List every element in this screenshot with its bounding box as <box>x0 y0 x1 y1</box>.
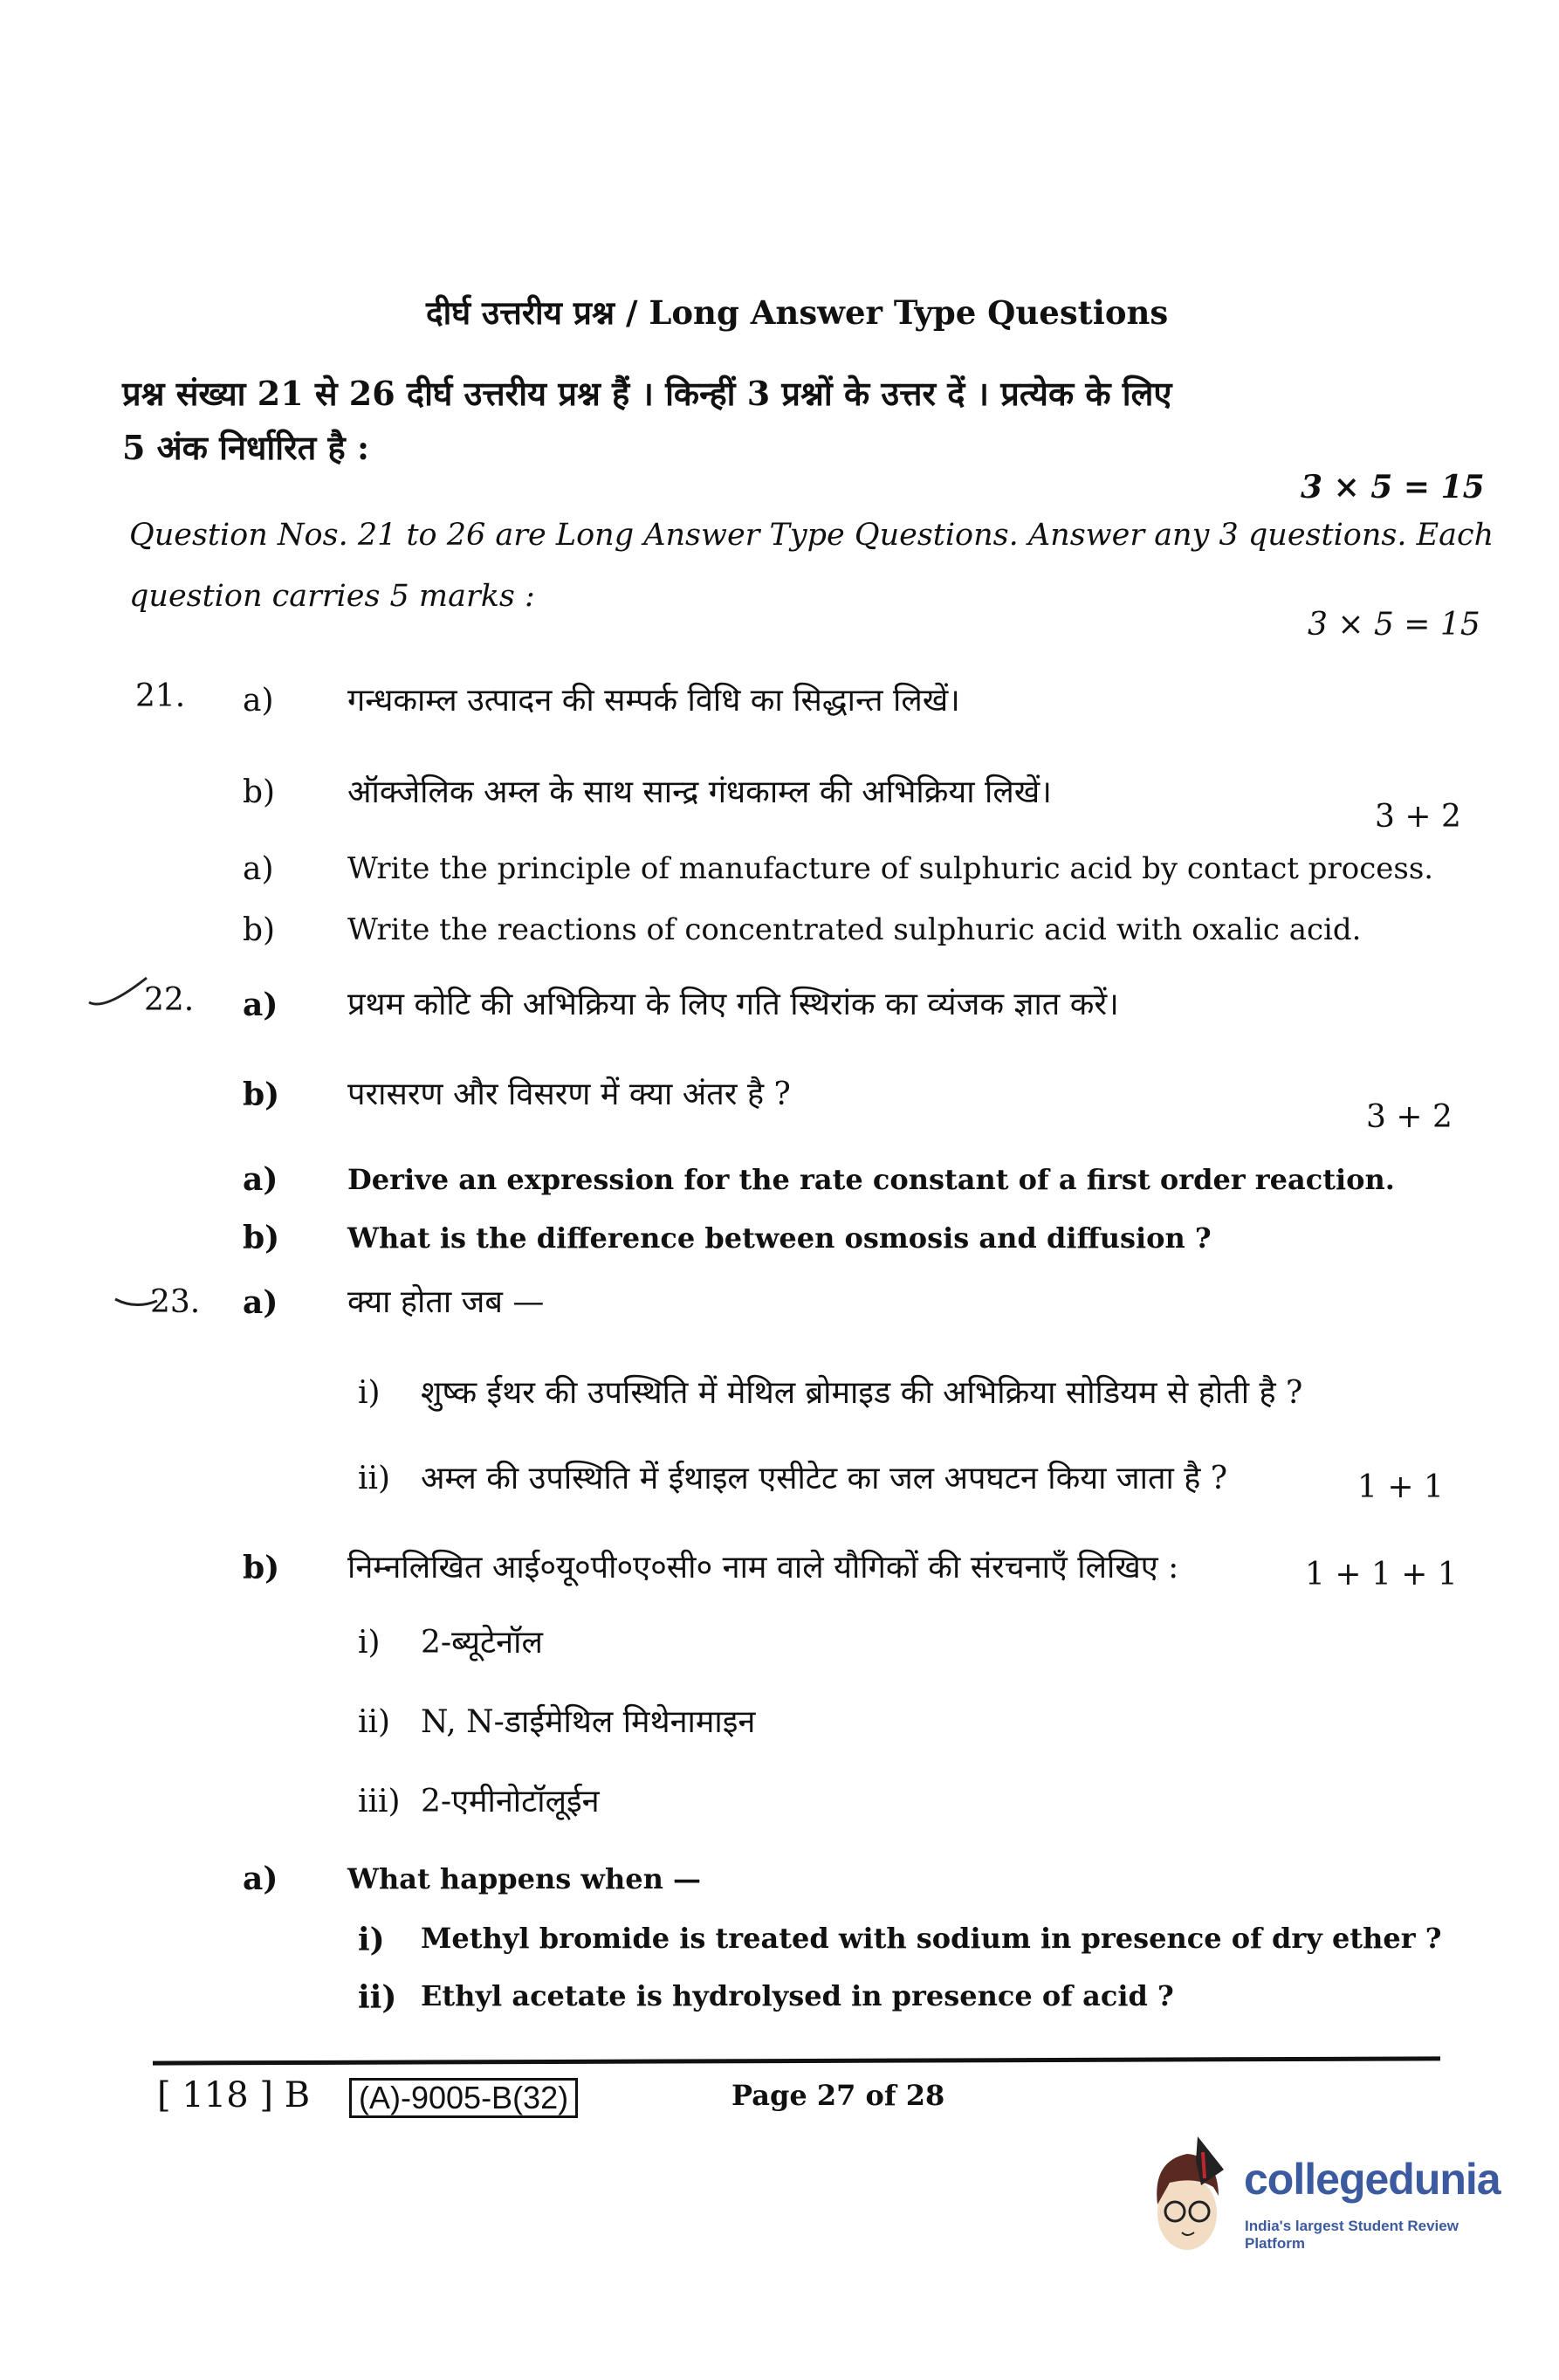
hindi-marks: 3 × 5 = 15 <box>1301 469 1485 506</box>
footer-page: Page 27 of 28 <box>731 2079 945 2112</box>
question-text-english: Write the principle of manufacture of sulphuric acid by contact process. <box>347 851 1434 886</box>
compound-name: 2-ब्यूटेनॉल <box>421 1625 543 1661</box>
part-label: b) <box>243 1077 280 1113</box>
part-label: a) <box>243 1161 278 1198</box>
handwritten-tick-mark <box>87 976 148 1011</box>
sub-label: iii) <box>358 1784 401 1819</box>
marks: 3 + 2 <box>1366 1099 1453 1135</box>
question-text-english: Derive an expression for the rate constant of a first order reaction. <box>347 1163 1395 1196</box>
compound-name: N, N-डाईमेथिल मिथेनामाइन <box>421 1704 756 1740</box>
section-title: दीर्घ उत्तरीय प्रश्न / Long Answer Type Questions <box>426 293 1169 332</box>
sub-label: ii) <box>358 1704 391 1740</box>
question-text-hindi: परासरण और विसरण में क्या अंतर है ? <box>347 1077 791 1112</box>
part-label: a) <box>243 851 274 887</box>
sub-question-hindi: अम्ल की उपस्थिति में ईथाइल एसीटेट का जल अपघटन किया जाता है ? <box>421 1461 1228 1496</box>
sub-question-hindi: शुष्क ईथर की उपस्थिति में मेथिल ब्रोमाइड की अभिक्रिया सोडियम से होती है ? <box>421 1375 1303 1411</box>
sub-label: ii) <box>358 1461 391 1496</box>
sub-question-english: Methyl bromide is treated with sodium in presence of dry ether ? <box>421 1922 1442 1955</box>
question-number: 22. <box>144 982 195 1018</box>
part-label: a) <box>243 1861 278 1897</box>
question-text-hindi: क्या होता जब — <box>347 1284 545 1320</box>
part-label: b) <box>243 774 276 810</box>
footer-divider <box>153 2056 1440 2065</box>
question-text-english: Write the reactions of concentrated sulphuric acid with oxalic acid. <box>347 912 1362 947</box>
part-label: b) <box>243 1220 280 1256</box>
sub-label: i) <box>358 1922 385 1958</box>
compound-name: 2-एमीनोटॉलूईन <box>421 1784 600 1819</box>
collegedunia-logo <box>1143 2135 1510 2257</box>
part-label: b) <box>243 912 276 948</box>
question-text-english: What happens when — <box>347 1862 701 1895</box>
english-instruction-line-1: Question Nos. 21 to 26 are Long Answer Type Questions. Answer any 3 questions. Each <box>129 518 1494 553</box>
brand-tagline: India's largest Student Review Platform <box>1245 2218 1459 2252</box>
sub-label: ii) <box>358 1979 397 2016</box>
question-text-hindi: निम्नलिखित आई०यू०पी०ए०सी० नाम वाले यौगिकों की संरचनाएँ लिखिए : <box>347 1550 1179 1586</box>
question-number: 21. <box>135 678 186 714</box>
english-marks: 3 × 5 = 15 <box>1308 607 1480 643</box>
brand-name: collegedunia <box>1244 2155 1501 2204</box>
footer-series: [ 118 ] B <box>157 2075 311 2115</box>
question-text-english: What is the difference between osmosis and diffusion ? <box>347 1221 1212 1255</box>
sub-label: i) <box>358 1375 381 1411</box>
marks: 3 + 2 <box>1375 799 1461 835</box>
sub-label: i) <box>358 1625 381 1661</box>
question-text-hindi: ऑक्जेलिक अम्ल के साथ सान्द्र गंधकाम्ल की अभिक्रिया लिखें। <box>347 774 1052 810</box>
question-number: 23. <box>150 1284 201 1320</box>
sub-question-english: Ethyl acetate is hydrolysed in presence of acid ? <box>421 1979 1174 2012</box>
marks: 1 + 1 + 1 <box>1305 1557 1458 1592</box>
hindi-instruction-line-1: प्रश्न संख्या 21 से 26 दीर्घ उत्तरीय प्रश्न हैं । किन्हीं 3 प्रश्नों के उत्तर दें । प्रत्येक के लिए <box>122 374 1172 413</box>
part-label: a) <box>243 683 274 719</box>
hindi-instruction-line-2: 5 अंक निर्धारित है : <box>122 428 369 467</box>
marks: 1 + 1 <box>1357 1469 1444 1505</box>
part-label: b) <box>243 1550 280 1586</box>
mascot-icon <box>1143 2135 1240 2257</box>
part-label: a) <box>243 1284 278 1321</box>
footer-code: (A)-9005-B(32) <box>349 2078 578 2118</box>
question-text-hindi: प्रथम कोटि की अभिक्रिया के लिए गति स्थिरांक का व्यंजक ज्ञात करें। <box>347 987 1119 1022</box>
part-label: a) <box>243 987 278 1023</box>
question-text-hindi: गन्धकाम्ल उत्पादन की सम्पर्क विधि का सिद्धान्त लिखें। <box>347 683 960 719</box>
english-instruction-line-2: question carries 5 marks : <box>129 579 535 614</box>
